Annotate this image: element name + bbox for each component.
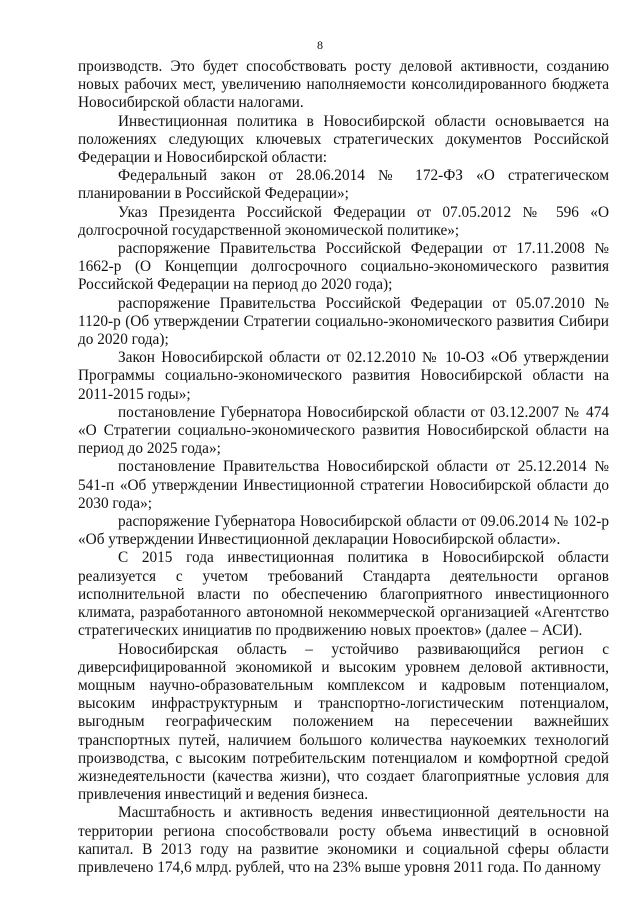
paragraph-region-description: Новосибирская область – устойчиво развивающийся регион с диверсифицированной экономикой и высоким уровнем деловой активности, мощным научно-образовательным комплексом и кадровым потенциалом, высоким инфраструктурным и транспортно-логистическим потенциалом, выгодным географическим положением на пересечении важнейших транспортных путей, наличием большого количества наукоемких технологий производства, с высоким потребительским потенциалом и комфортной средой жизнедеятельности (качества жизни), что создает благоприятные условия для привлечения инвестиций и ведения бизнеса. bbox=[78, 640, 609, 804]
list-item-regional-government-resolution: постановление Правительства Новосибирской области от 25.12.2014 № 541-п «Об утверждении Инвестиционной стратегии Новосибирской области до 2030 года»; bbox=[78, 458, 609, 512]
document-body bbox=[78, 58, 609, 877]
paragraph-continuation: производств. Это будет способствовать росту деловой активности, созданию новых рабочих мест, увеличению наполняемости консолидированного бюджета Новосибирской области налогами. bbox=[78, 58, 609, 112]
list-item-presidential-decree: Указ Президента Российской Федерации от 07.05.2012 № 596 «О долгосрочной государственной экономической политике»; bbox=[78, 203, 609, 239]
paragraph-investment-policy-basis: Инвестиционная политика в Новосибирской области основывается на положениях следующих ключевых стратегических документов Российской Федерации и Новосибирской области: bbox=[78, 112, 609, 167]
list-item-regional-law: Закон Новосибирской области от 02.12.2010 № 10-ОЗ «Об утверждении Программы социально-экономического развития Новосибирской области на 2011-2015 годы»; bbox=[78, 349, 609, 403]
list-item-governor-order: распоряжение Губернатора Новосибирской области от 09.06.2014 № 102-р «Об утверждении Инвестиционной декларации Новосибирской области». bbox=[78, 513, 609, 549]
paragraph-investment-growth: Масштабность и активность ведения инвестиционной деятельности на территории региона способствовали росту объема инвестиций в основной капитал. В 2013 году на развитие экономики и социальной сферы области привлечено 174,6 млрд. рублей, что на 23% выше уровня 2011 года. По данному bbox=[78, 804, 609, 876]
list-item-federal-law: Федеральный закон от 28.06.2014 № 172-ФЗ «О стратегическом планировании в Российской Федерации»; bbox=[78, 167, 609, 203]
page-number: 8 bbox=[317, 38, 323, 52]
paragraph-standard-2015: С 2015 года инвестиционная политика в Новосибирской области реализуется с учетом требований Стандарта деятельности органов исполнительной власти по обеспечению благоприятного инвестиционного климата, разработанного автономной некоммерческой организацией «Агентство стратегических инициатив по продвижению новых проектов» (далее – АСИ). bbox=[78, 549, 609, 640]
list-item-governor-resolution: постановление Губернатора Новосибирской области от 03.12.2007 № 474 «О Стратегии социально-экономического развития Новосибирской области на период до 2025 года»; bbox=[78, 403, 609, 458]
list-item-government-order-2010: распоряжение Правительства Российской Федерации от 05.07.2010 № 1120-р (Об утверждении Стратегии социально-экономического развития Сибири до 2020 года); bbox=[78, 294, 609, 349]
list-item-government-order-2008: распоряжение Правительства Российской Федерации от 17.11.2008 № 1662-р (О Концепции долгосрочного социально-экономического развития Российской Федерации на период до 2020 года); bbox=[78, 240, 609, 294]
